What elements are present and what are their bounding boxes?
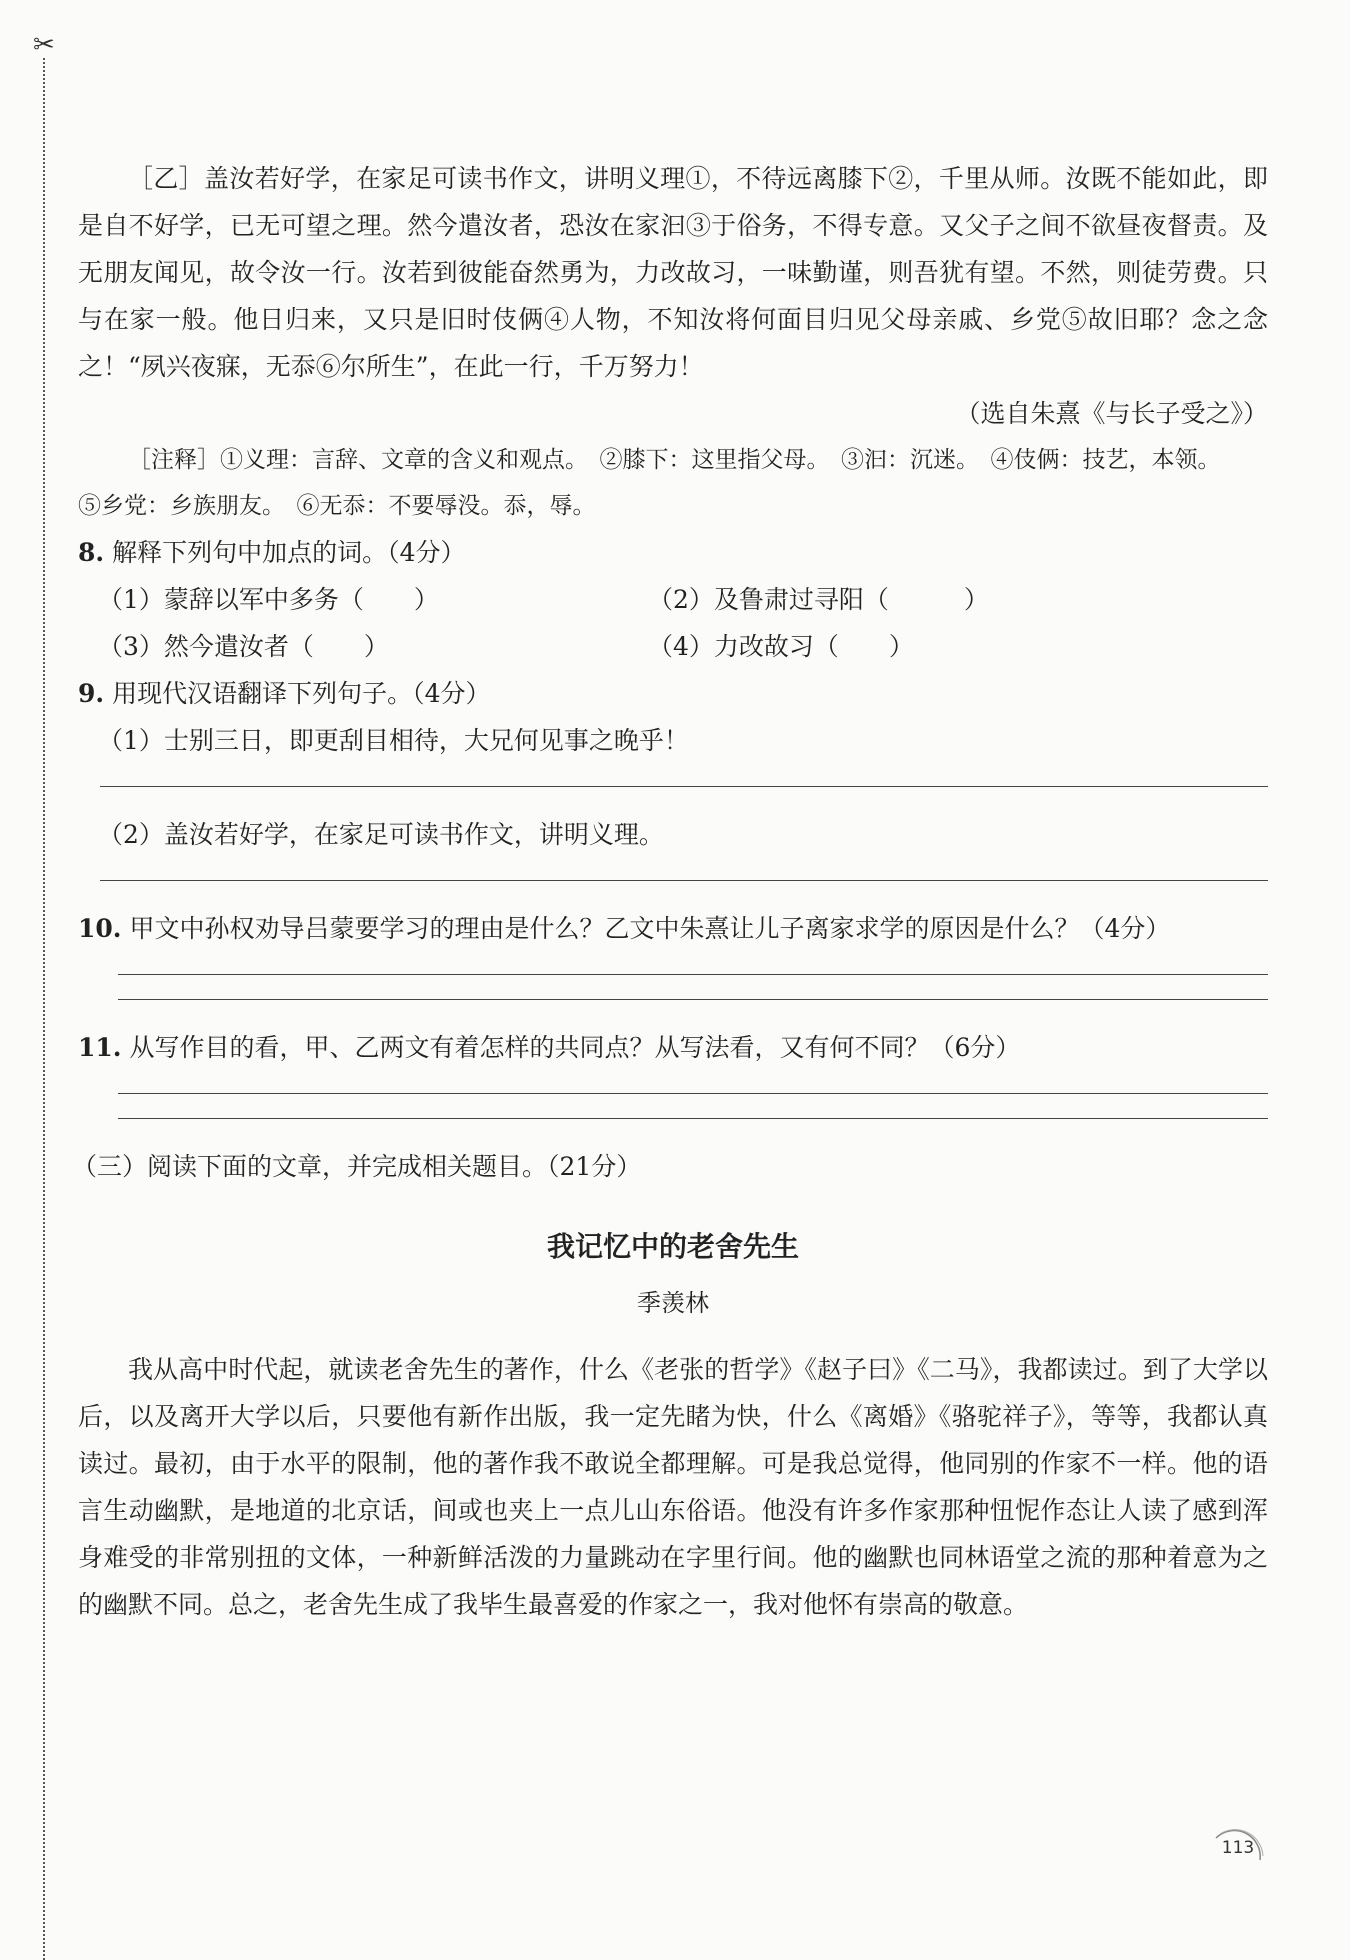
q8-row-2 <box>78 623 1268 670</box>
answer-line[interactable] <box>100 786 1268 787</box>
question-text: 解释下列句中加点的词。（4分） <box>112 538 466 567</box>
notes-line-1: ［注释］①义理：言辞、文章的含义和观点。 ②膝下：这里指父母。 ③汩：沉迷。 ④伎俩：技艺，本领。 <box>128 447 1221 473</box>
article-title: 我记忆中的老舍先生 <box>546 1230 799 1263</box>
q8-row-1 <box>78 576 1268 623</box>
question-text: 用现代汉语翻译下列句子。（4分） <box>112 679 491 708</box>
page-arc-icon <box>1210 1820 1266 1876</box>
question-number: 8. <box>78 538 105 567</box>
question-9 <box>78 670 1268 717</box>
question-number: 9. <box>78 679 105 708</box>
q9-item-1: （1）士别三日，即更刮目相待，大兄何见事之晚乎！ <box>98 726 689 755</box>
page-number <box>1210 1820 1266 1876</box>
question-text: 甲文中孙权劝导吕蒙要学习的理由是什么？乙文中朱熹让儿子离家求学的原因是什么？（4分） <box>129 914 1171 943</box>
q8-item-3: （3）然今遣汝者（ ） <box>98 632 389 661</box>
answer-line[interactable] <box>100 880 1268 881</box>
q8-item-1: （1）蒙辞以军中多务（ ） <box>98 585 439 614</box>
passage-b-source: （选自朱熹《与长子受之》） <box>955 399 1268 428</box>
answer-line[interactable] <box>118 974 1268 975</box>
q8-item-4: （4）力改故习（ ） <box>648 632 914 661</box>
question-number: 11. <box>78 1033 122 1062</box>
passage-b-text: ［乙］盖汝若好学，在家足可读书作文，讲明义理①，不待远离膝下②，千里从师。汝既不能如此，即是自不好学，已无可望之理。然今遣汝者，恐汝在家汩③于俗务，不得专意。又父子之间不欲昼夜督责。及无朋友闻见，故令汝一行。汝若到彼能奋然勇为，力改故习，一味勤谨，则吾犹有望。不然，则徒劳费。只与在家一般。他日归来，又只是旧时伎俩④人物，不知汝将何面目归见父母亲戚、乡党⑤故旧耶？念之念之！“夙兴夜寐，无忝⑥尔所生”，在此一行，千万努力！ <box>78 164 1268 381</box>
question-number: 10. <box>78 914 122 943</box>
page-content <box>72 155 1268 1628</box>
question-10 <box>78 905 1268 952</box>
answer-line[interactable] <box>118 1118 1268 1119</box>
question-text: 从写作目的看，甲、乙两文有着怎样的共同点？从写法看，又有何不同？（6分） <box>129 1033 1021 1062</box>
notes-line-2: ⑤乡党：乡族朋友。 ⑥无忝：不要辱没。忝，辱。 <box>78 493 596 519</box>
article-author: 季羡林 <box>637 1289 709 1317</box>
question-8 <box>78 529 1268 576</box>
question-11 <box>78 1024 1268 1071</box>
answer-line[interactable] <box>118 999 1268 1000</box>
scissors-icon: ✂ <box>33 30 55 60</box>
section-3-heading: （三）阅读下面的文章，并完成相关题目。（21分） <box>72 1152 642 1181</box>
page-number-text: 113 <box>1221 1838 1255 1858</box>
article-body: 我从高中时代起，就读老舍先生的著作，什么《老张的哲学》《赵子曰》《二马》，我都读过。到了大学以后，以及离开大学以后，只要他有新作出版，我一定先睹为快，什么《离婚》《骆驼祥子》，等等，我都认真读过。最初，由于水平的限制，他的著作我不敢说全都理解。可是我总觉得，他同别的作家不一样。他的语言生动幽默，是地道的北京话，间或也夹上一点儿山东俗语。他没有许多作家那种忸怩作态让人读了感到浑身难受的非常别扭的文体，一种新鲜活泼的力量跳动在字里行间。他的幽默也同林语堂之流的那种着意为之的幽默不同。总之，老舍先生成了我毕生最喜爱的作家之一，我对他怀有崇高的敬意。 <box>78 1355 1268 1619</box>
q8-item-2: （2）及鲁肃过寻阳（ ） <box>648 585 989 614</box>
q9-item-2: （2）盖汝若好学，在家足可读书作文，讲明义理。 <box>98 820 664 849</box>
cut-line <box>43 58 45 1960</box>
answer-line[interactable] <box>118 1093 1268 1094</box>
